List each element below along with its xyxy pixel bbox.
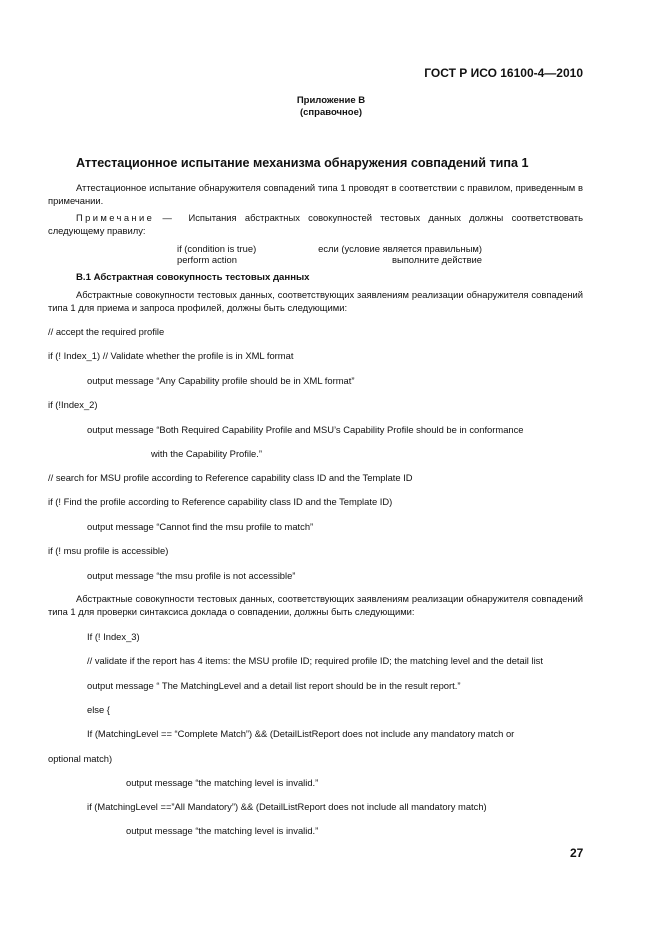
note-dash: — [162,212,172,223]
code-line: if (! Index_1) // Validate whether the profile is in XML format [48,350,294,361]
document-header: ГОСТ Р ИСО 16100-4—2010 [424,66,583,80]
rule-action-en: perform action [177,254,237,265]
code-line: output message “ The MatchingLevel and a detail list report should be in the result report.” [87,680,461,691]
code-line: if (!Index_2) [48,399,98,410]
annex-type: (справочное) [299,107,363,118]
code-line: output message “the matching level is invalid.” [126,825,319,836]
rule-condition-en: if (condition is true) [177,243,257,254]
note-paragraph [48,212,583,237]
profiles-paragraph: Абстрактные совокупности тестовых данных, соответствующих заявлениям реализации обнаружителя совпадений типа 1 для приема и запроса профилей, должны быть следующими: [48,289,583,313]
code-line: // validate if the report has 4 items: the MSU profile ID; required profile ID; the matching level and the detail list [87,655,543,666]
code-line: If (! Index_3) [87,631,140,642]
code-line: If (MatchingLevel == “Complete Match”) && (DetailListReport does not include any mandatory match or [87,728,515,739]
code-line: output message “the msu profile is not accessible” [87,570,296,581]
note-label: Примечание [76,212,155,223]
code-line: output message “Cannot find the msu profile to match” [87,521,314,532]
subsection-title: В.1 Абстрактная совокупность тестовых данных [76,272,310,283]
code-line: if (! msu profile is accessible) [48,545,169,556]
note-text: Испытания абстрактных совокупностей тестовых данных должны соответствовать следующему правилу: [48,212,583,236]
code-line: if (MatchingLevel ==”All Mandatory”) && (DetailListReport does not include all mandatory match) [87,801,487,812]
code-line: optional match) [48,753,113,764]
intro-paragraph: Аттестационное испытание обнаружителя совпадений типа 1 проводят в соответствии с правилом, приведенным в примечании. [48,182,583,206]
code-line: output message “Both Required Capability Profile and MSU’s Capability Profile should be in conformance [87,424,524,435]
code-line: output message “the matching level is invalid.” [126,777,319,788]
code-line: else { [87,704,110,715]
rule-condition-ru: если (условие является правильным) [318,243,482,254]
code-line: // accept the required profile [48,326,165,337]
syntax-paragraph: Абстрактные совокупности тестовых данных, соответствующих заявлениям реализации обнаружителя совпадений типа 1 для проверки синтаксиса доклада о совпадении, должны быть следующими: [48,593,583,617]
page-number: 27 [570,846,584,860]
section-title: Аттестационное испытание механизма обнаружения совпадений типа 1 [76,156,529,170]
annex-heading [0,95,662,119]
code-line: if (! Find the profile according to Reference capability class ID and the Template ID) [48,496,393,507]
code-line: with the Capability Profile.” [151,448,262,459]
rule-action-ru: выполните действие [391,254,482,265]
code-line: output message “Any Capability profile should be in XML format” [87,375,355,386]
annex-title: Приложение В [296,95,366,106]
code-line: // search for MSU profile according to Reference capability class ID and the Template ID [48,472,413,483]
